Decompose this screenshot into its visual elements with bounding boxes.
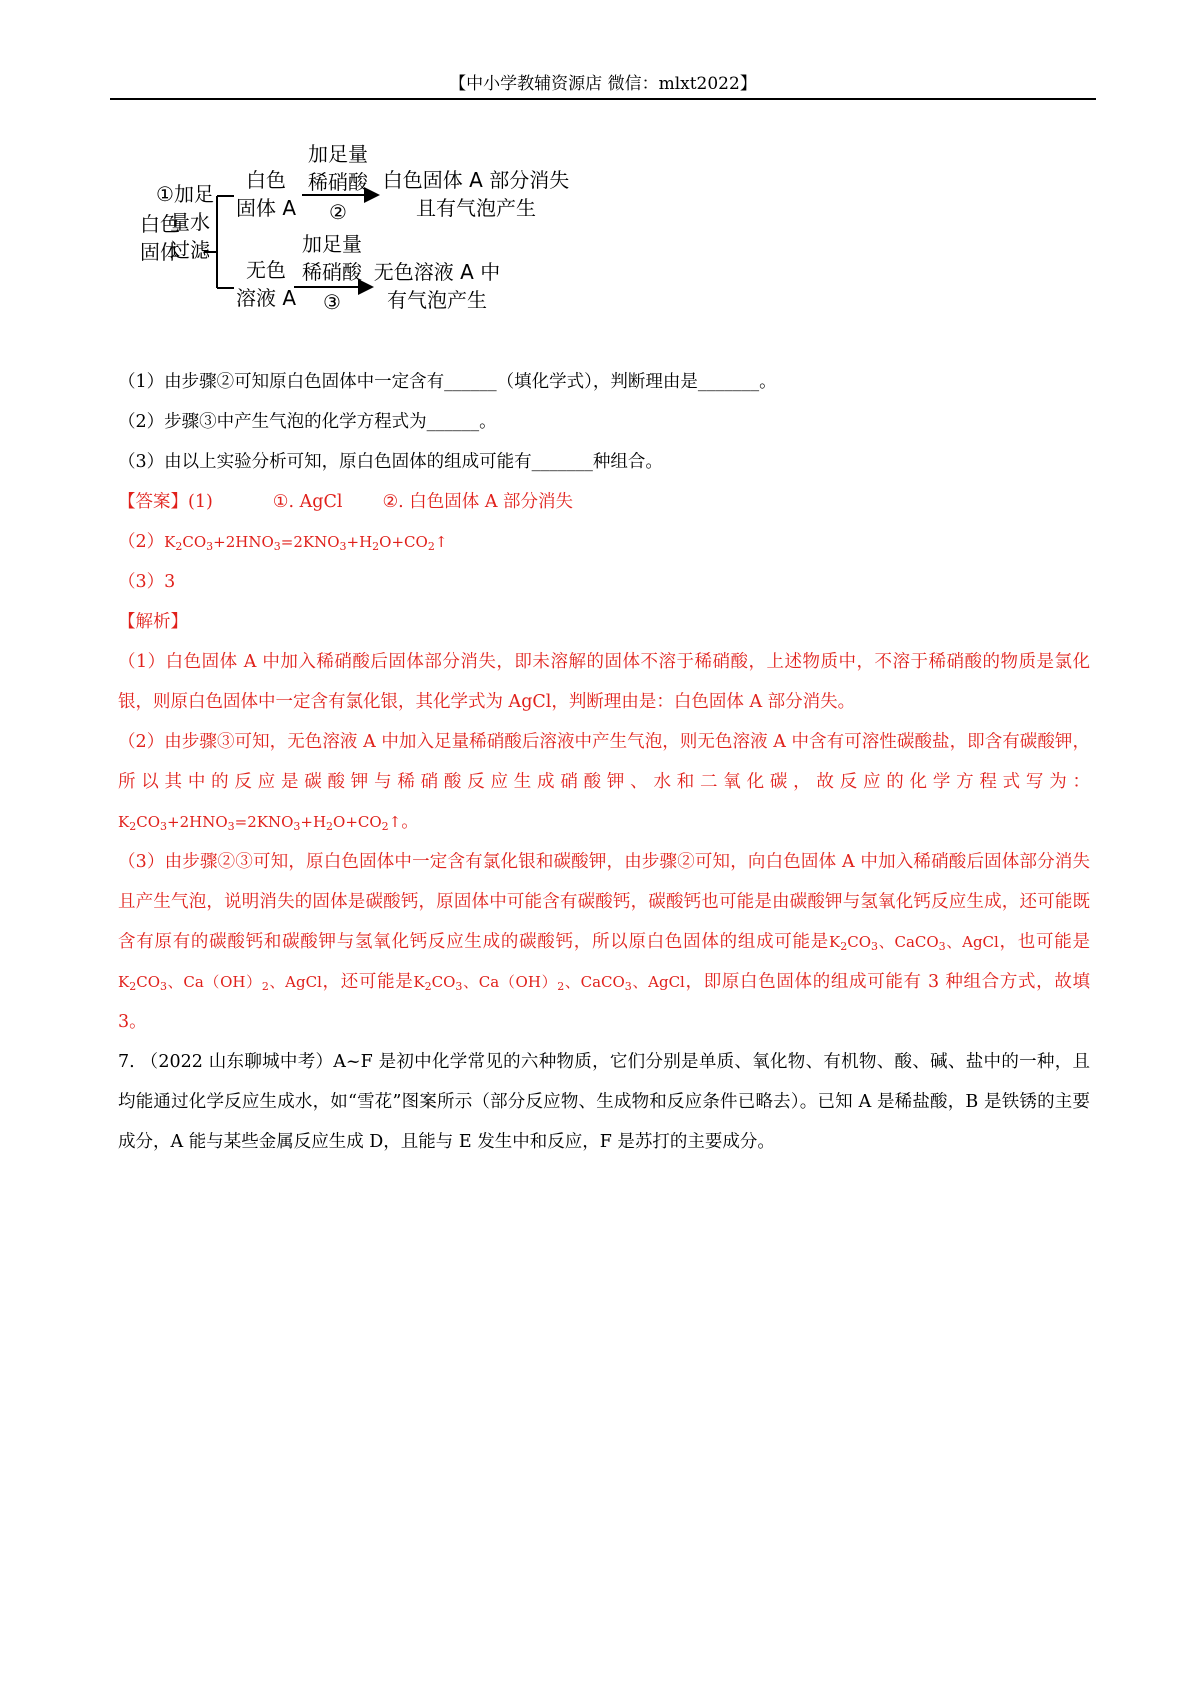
composition-1: $K_2CO_3$、CaCO$_3$、AgCl [829,933,999,953]
analysis-3-a: （3）由步骤②③可知，原白色固体中一定含有氯化银和碳酸钾，由步骤②可知，向白色固体 A 中加入稀硝酸后固体部分消失且产生气泡，说明消失的固体是碳酸钙，原固体中可能含有碳酸钙，碳酸钙也可能是由碳酸钾与氢氧化钙反应生成，还可能既含有原有的碳酸钙和碳酸钾与氢氧化钙反应生成的碳酸钙，所以原白色固体的组成可能是 [118,852,1090,952]
answer-line-3: （3）3 [118,572,176,592]
answer-2-equation: $K_2CO_3+2HNO_3=2KNO_3+H_2O+CO_2↑$ [164,533,448,553]
answer-label: 【答案】 [118,492,188,512]
question-1: （1）由步骤②可知原白色固体中一定含有______（填化学式），判断理由是_______。 [118,372,777,392]
analysis-2-equation: $K_2CO_3+2HNO_3=2KNO_3+H_2O+CO_2↑$ [118,813,402,833]
answer-line-1 [118,482,1090,522]
start-line2: 固体 [140,240,180,264]
composition-3: $K_2CO_3$、$Ca(OH)_2$、CaCO$_3$、AgCl [413,973,685,993]
bottom-arrow-line3: ③ [323,290,341,314]
composition-2: $K_2CO_3$、$Ca(OH)_2$、AgCl [118,973,322,993]
analysis-paragraph-3 [118,842,1090,1042]
answer-1-part1: ①. AgCl [272,492,343,512]
top-arrow-line3: ② [329,200,347,224]
top-node [228,166,304,222]
analysis-2-end: 。 [401,812,419,832]
step1-line3: 过滤 [170,238,210,262]
start-line1: 白色 [140,212,180,236]
step1-line2: 量水 [170,210,210,234]
bottom-arrow-line1: 加足量 [302,232,362,256]
analysis-3-b: ，也可能是 [998,932,1090,952]
bottom-arrow-label [292,230,372,316]
answer-2-prefix: （2） [118,532,165,552]
document-body [118,362,1090,1162]
step1-label [150,180,220,264]
bottom-result [372,258,502,314]
top-node-line2: 固体 A [235,196,297,220]
analysis-paragraph-2 [118,722,1090,842]
top-arrow-line1: 加足量 [308,142,368,166]
analysis-3-c: ，还可能是 [321,972,414,992]
bottom-node-line2: 溶液 A [235,286,297,310]
top-result [382,166,570,222]
experiment-flowchart [120,142,640,350]
answer-line-2 [118,522,1090,562]
page-header [110,70,1096,100]
analysis-2-text: （2）由步骤③可知，无色溶液 A 中加入足量稀硝酸后溶液中产生气泡，则无色溶液 A 中含有可溶性碳酸盐，即含有碳酸钾，所以其中的反应是碳酸钾与稀硝酸反应生成硝酸钾、水和二氧化碳，故反应的化学方程式写为： [118,732,1090,792]
top-result-line2: 且有气泡产生 [416,196,536,220]
question-2: （2）步骤③中产生气泡的化学方程式为______。 [118,412,497,432]
top-node-line1: 白色 [246,168,286,192]
answer-1-part2: ②. 白色固体 A 部分消失 [382,492,574,512]
header-text: 【中小学教辅资源店 微信：mlxt2022】 [449,74,757,94]
answer-1-prefix: (1) [188,492,213,512]
top-arrow-label [298,140,378,226]
question-7: 7. （2022 山东聊城中考）A~F 是初中化学常见的六种物质，它们分别是单质、氧化物、有机物、酸、碱、盐中的一种，且均能通过化学反应生成水，如“雪花”图案所示（部分反应物、生成物和反应条件已略去）。已知 A 是稀盐酸，B 是铁锈的主要成分，A 能与某些金属反应生成 D，且能与 E 发生中和反应，F 是苏打的主要成分。 [118,1052,1090,1152]
top-result-line1: 白色固体 A 部分消失 [382,168,570,192]
analysis-paragraph-1: （1）白色固体 A 中加入稀硝酸后固体部分消失，即未溶解的固体不溶于稀硝酸，上述物质中，不溶于稀硝酸的物质是氯化银，则原白色固体中一定含有氯化银，其化学式为 AgCl，判断理由是：白色固体 A 部分消失。 [118,652,1090,712]
analysis-3-d: ，即原白色固体的组成可能有 3 种组合方式，故填 3。 [118,972,1091,1032]
bottom-node-line1: 无色 [246,258,286,282]
top-arrow-line2: 稀硝酸 [308,170,368,194]
bottom-result-line1: 无色溶液 A 中 [373,260,501,284]
step1-line1: ①加足 [156,182,214,206]
bottom-result-line2: 有气泡产生 [387,288,487,312]
bottom-arrow-line2: 稀硝酸 [302,260,362,284]
analysis-label: 【解析】 [118,612,188,632]
question-3: （3）由以上实验分析可知，原白色固体的组成可能有_______种组合。 [118,452,663,472]
